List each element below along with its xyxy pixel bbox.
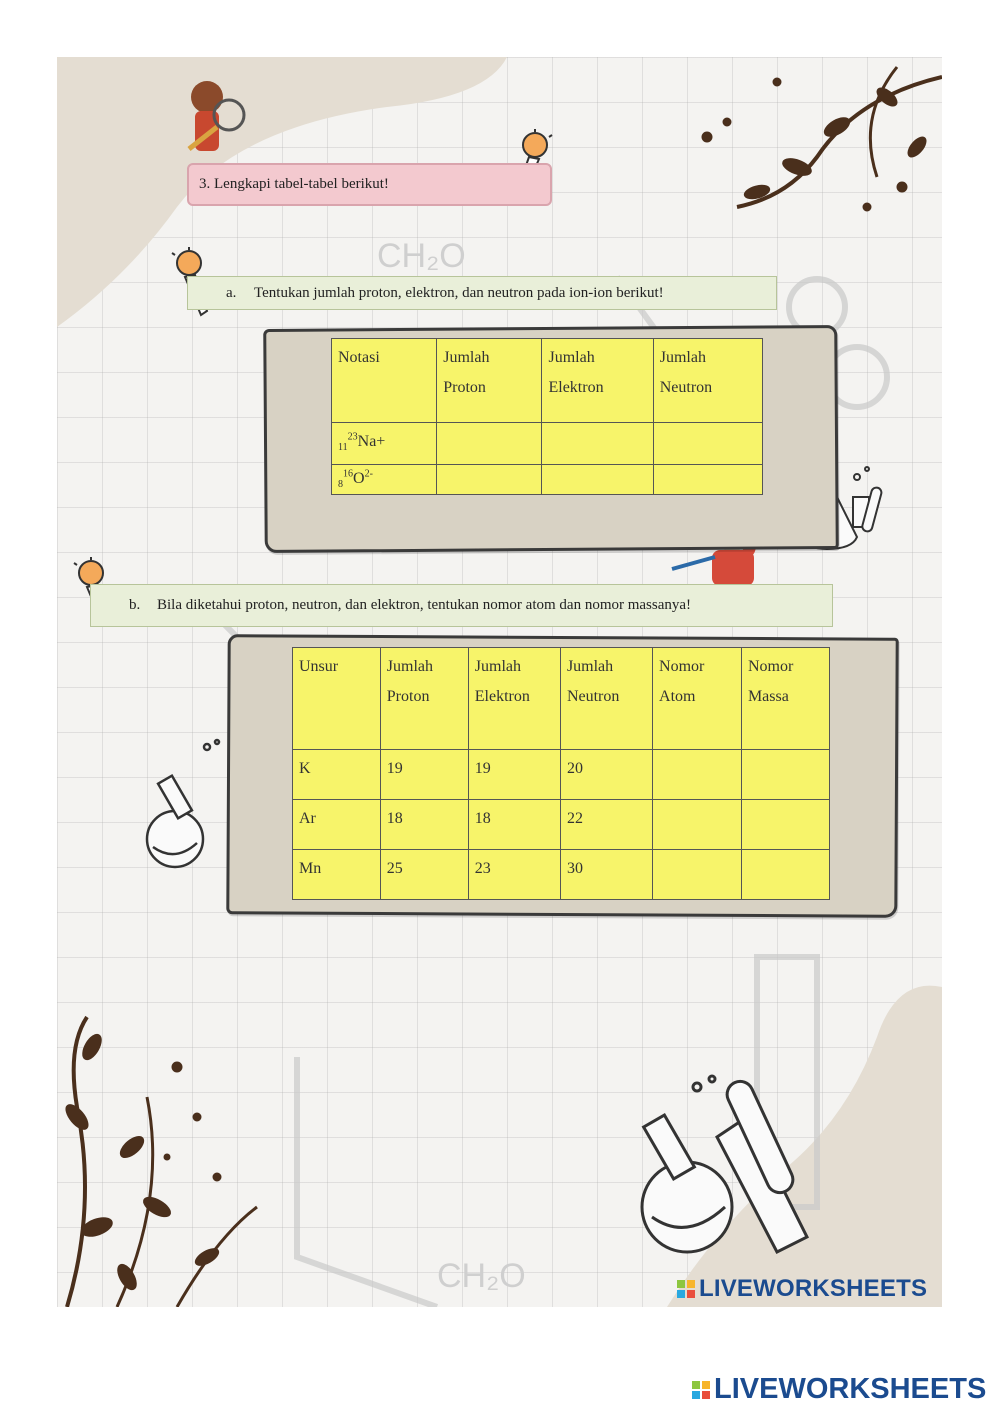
proton-cell: 18 xyxy=(380,800,468,850)
neutron-cell: 20 xyxy=(560,750,652,800)
corner-wash-bottom-right xyxy=(667,986,942,1307)
header-jumlah-neutron: Jumlah Neutron xyxy=(560,648,652,750)
answer-proton-cell[interactable] xyxy=(437,465,542,495)
worksheet-page xyxy=(57,57,942,1307)
flask-icon xyxy=(147,740,219,867)
notation-cell: $_8^{16}O^{2-}$ xyxy=(332,465,437,495)
part-a-instruction: Tentukan jumlah proton, elektron, dan neutron pada ion-ion berikut! xyxy=(254,284,664,301)
section-title-banner xyxy=(187,163,552,206)
table-row xyxy=(293,850,830,900)
header-jumlah-elektron: Jumlah Elektron xyxy=(542,339,653,423)
header-jumlah-neutron: Jumlah Neutron xyxy=(653,339,762,423)
element-cell: Ar xyxy=(293,800,381,850)
watermark-text: LIVEWORKSHEETS xyxy=(699,1275,928,1302)
faint-formula-bottom: CH₂O xyxy=(437,1257,526,1295)
proton-cell: 19 xyxy=(380,750,468,800)
neutron-cell: 22 xyxy=(560,800,652,850)
part-b-marker: b. xyxy=(129,597,141,613)
liveworksheets-watermark xyxy=(677,1275,927,1303)
section-title: 3. Lengkapi tabel-tabel berikut! xyxy=(199,176,389,192)
answer-neutron-cell[interactable] xyxy=(653,423,762,465)
header-unsur: Unsur xyxy=(293,648,381,750)
element-table xyxy=(292,647,830,900)
elektron-cell: 19 xyxy=(468,750,560,800)
header-nomor-atom: Nomor Atom xyxy=(653,648,742,750)
liveworksheets-footer-logo[interactable] xyxy=(692,1373,986,1406)
answer-proton-cell[interactable] xyxy=(437,423,542,465)
answer-nomor-massa-cell[interactable] xyxy=(741,850,829,900)
answer-elektron-cell[interactable] xyxy=(542,465,653,495)
table-row xyxy=(293,750,830,800)
element-cell: K xyxy=(293,750,381,800)
answer-nomor-atom-cell[interactable] xyxy=(653,800,742,850)
liveworksheets-logo-icon xyxy=(692,1381,710,1399)
element-cell: Mn xyxy=(293,850,381,900)
answer-elektron-cell[interactable] xyxy=(542,423,653,465)
header-jumlah-elektron: Jumlah Elektron xyxy=(468,648,560,750)
answer-nomor-massa-cell[interactable] xyxy=(741,800,829,850)
notation-cell: $_{11}^{23}$Na+ xyxy=(332,423,437,465)
part-b-instruction: Bila diketahui proton, neutron, dan elektron, tentukan nomor atom dan nomor massanya! xyxy=(157,597,692,613)
elektron-cell: 18 xyxy=(468,800,560,850)
table-row xyxy=(332,423,763,465)
liveworksheets-logo-icon xyxy=(677,1280,695,1298)
vine-decoration-icon xyxy=(702,67,942,211)
elektron-cell: 23 xyxy=(468,850,560,900)
header-jumlah-proton: Jumlah Proton xyxy=(437,339,542,423)
header-notasi: Notasi xyxy=(332,339,437,423)
test-tube-icon xyxy=(642,1076,807,1252)
vine-decoration-icon xyxy=(62,1017,257,1307)
answer-nomor-atom-cell[interactable] xyxy=(653,850,742,900)
header-jumlah-proton: Jumlah Proton xyxy=(380,648,468,750)
table-row xyxy=(332,465,763,495)
answer-nomor-massa-cell[interactable] xyxy=(741,750,829,800)
table-header-row xyxy=(293,648,830,750)
ion-table xyxy=(331,338,763,495)
part-b-instruction-banner xyxy=(90,584,833,627)
neutron-cell: 30 xyxy=(560,850,652,900)
header-nomor-massa: Nomor Massa xyxy=(741,648,829,750)
part-a-marker: a. xyxy=(226,284,237,301)
answer-nomor-atom-cell[interactable] xyxy=(653,750,742,800)
answer-neutron-cell[interactable] xyxy=(653,465,762,495)
faint-formula-top: CH₂O xyxy=(377,237,466,275)
part-a-instruction-banner xyxy=(187,276,777,310)
table-row xyxy=(293,800,830,850)
table-header-row xyxy=(332,339,763,423)
proton-cell: 25 xyxy=(380,850,468,900)
footer-logo-text: LIVEWORKSHEETS xyxy=(714,1373,987,1405)
